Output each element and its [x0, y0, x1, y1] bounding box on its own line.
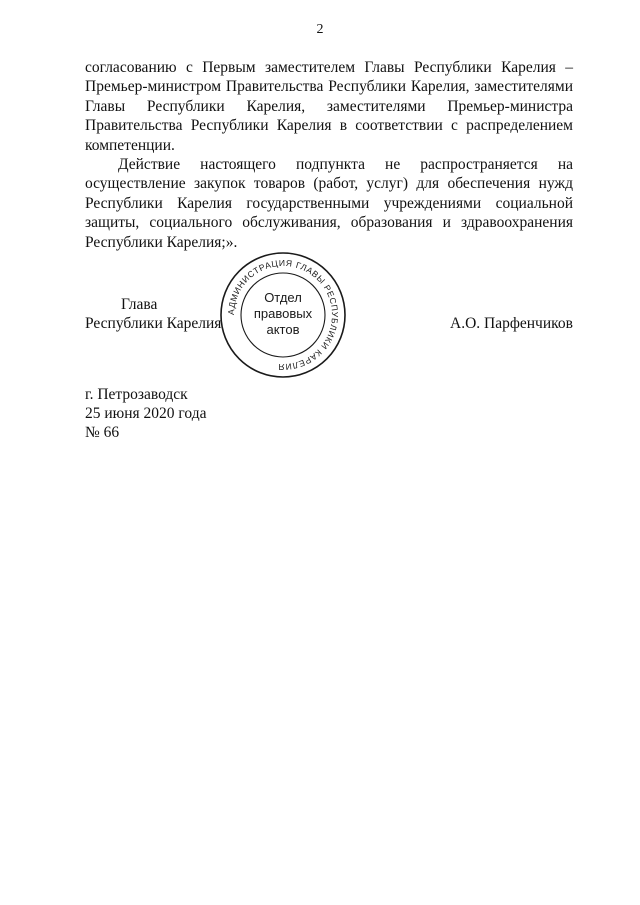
footer-city: г. Петрозаводск: [85, 386, 188, 403]
paragraph-exception: Действие настоящего подпункта не распространяется на осуществление закупок товаров (работ, услуг) для обеспечения нужд Республики Карелия государственными учреждениями социальной защиты, социального обслуживания, образования и здравоохранения Республики Карелия;».: [85, 156, 573, 251]
stamp-center-line2: правовых: [253, 306, 313, 321]
paragraph-approval: согласованию с Первым заместителем Главы Республики Карелия – Премьер-министром Правительства Республики Карелия, заместителями Главы Республики Карелия, заместителями Премьер-министра Правительства Республики Карелия в соответствии с распределением компетенции.: [85, 59, 573, 154]
footer-number: № 66: [85, 424, 120, 442]
stamp-center-line1: Отдел: [264, 290, 302, 305]
document-footer: [85, 385, 206, 443]
signatory-title-line1: Глава: [121, 296, 158, 313]
signatory-name: А.О. Парфенчиков: [450, 315, 573, 332]
footer-date: 25 июня 2020 года: [85, 405, 207, 423]
page-number: 2: [316, 22, 324, 37]
stamp-center-line3: актов: [266, 322, 300, 337]
signatory-title: [85, 295, 221, 333]
stamp-ring-text: АДМИНИСТРАЦИЯ ГЛАВЫ РЕСПУБЛИКИ КАРЕЛИЯ: [225, 257, 341, 373]
official-stamp: [218, 250, 348, 380]
signatory-title-line2: Республики Карелия: [85, 315, 222, 332]
document-body: [85, 58, 573, 252]
